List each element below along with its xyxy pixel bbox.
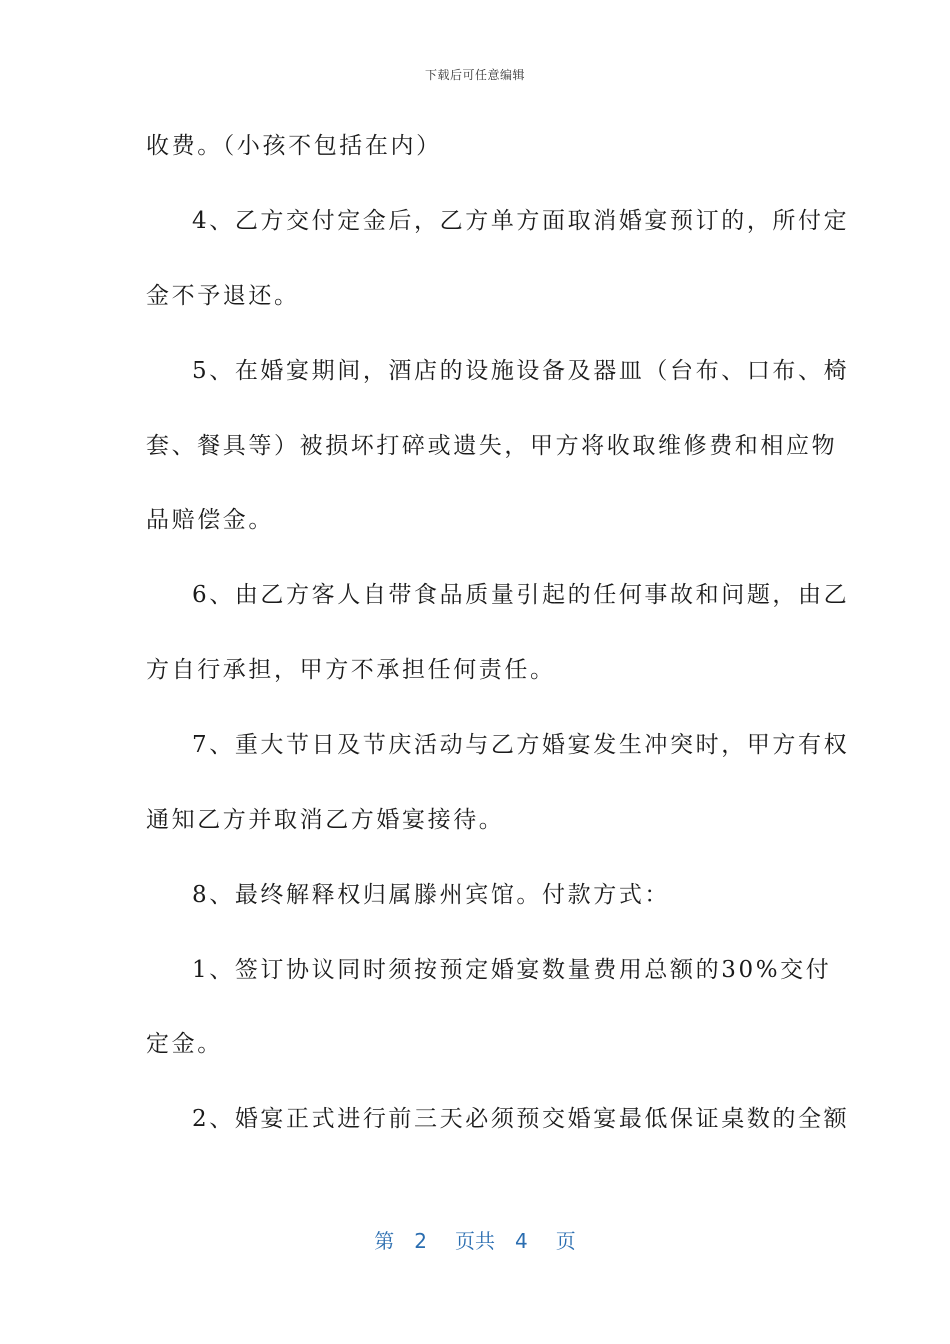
footer-prefix: 第 bbox=[374, 1229, 395, 1253]
footer-current-page: 2 bbox=[414, 1229, 427, 1253]
body-line-5: 套、餐具等）被损坏打碎或遗失，甲方将收取维修费和相应物 bbox=[146, 433, 838, 459]
body-line-3: 金不予退还。 bbox=[146, 283, 300, 309]
page-footer bbox=[0, 1225, 950, 1254]
body-line-14: 2、婚宴正式进行前三天必须预交婚宴最低保证桌数的全额 bbox=[192, 1106, 850, 1132]
body-line-12: 1、签订协议同时须按预定婚宴数量费用总额的30%交付 bbox=[192, 957, 832, 983]
body-line-1: 收费。（小孩不包括在内） bbox=[146, 133, 442, 159]
footer-middle: 页共 bbox=[455, 1229, 495, 1253]
body-line-11: 8、最终解释权归属滕州宾馆。付款方式： bbox=[192, 882, 671, 908]
body-line-2: 4、乙方交付定金后，乙方单方面取消婚宴预订的，所付定 bbox=[192, 208, 850, 234]
body-line-6: 品赔偿金。 bbox=[146, 507, 274, 533]
footer-total-pages: 4 bbox=[515, 1229, 528, 1253]
body-line-4: 5、在婚宴期间，酒店的设施设备及器皿（台布、口布、椅 bbox=[192, 358, 850, 384]
body-line-8: 方自行承担，甲方不承担任何责任。 bbox=[146, 657, 556, 683]
body-line-7: 6、由乙方客人自带食品质量引起的任何事故和问题，由乙 bbox=[192, 582, 850, 608]
footer-suffix: 页 bbox=[555, 1229, 576, 1253]
body-line-13: 定金。 bbox=[146, 1031, 223, 1057]
body-line-9: 7、重大节日及节庆活动与乙方婚宴发生冲突时，甲方有权 bbox=[192, 732, 850, 758]
body-line-10: 通知乙方并取消乙方婚宴接待。 bbox=[146, 807, 505, 833]
page-header: 下载后可任意编辑 bbox=[424, 68, 525, 82]
